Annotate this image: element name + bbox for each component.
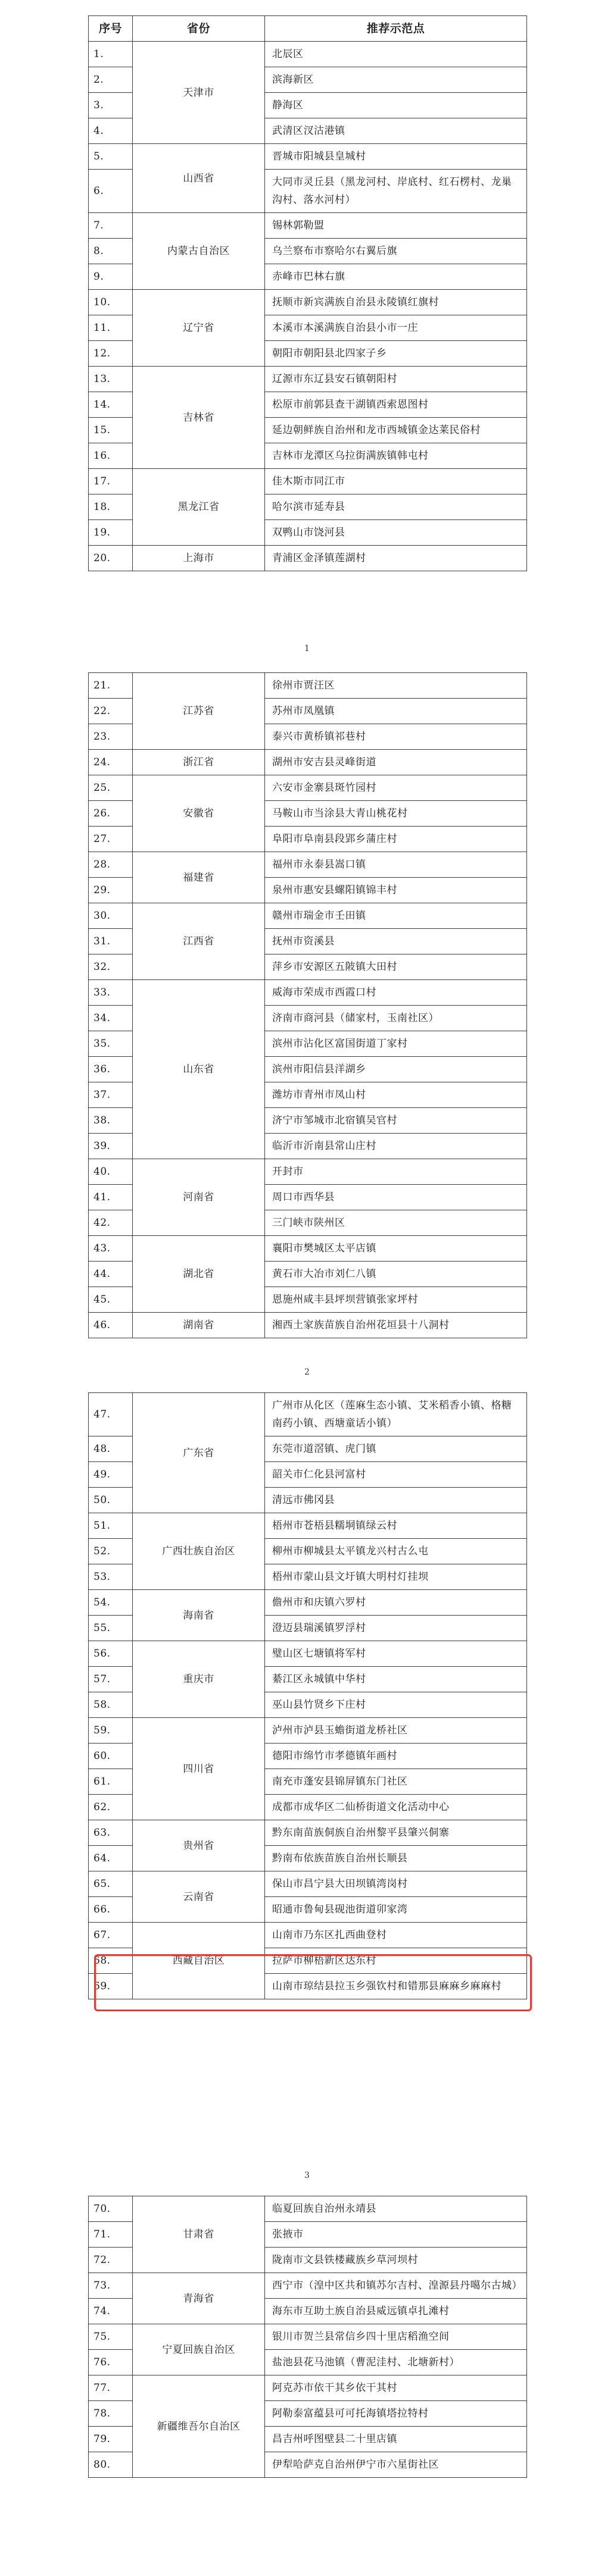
site-name: 抚州市资溪县 xyxy=(265,929,527,954)
site-name: 晋城市阳城县皇城村 xyxy=(265,144,527,170)
table-row xyxy=(89,852,527,878)
site-name: 赤峰市巴林右旗 xyxy=(265,264,527,290)
row-number: 55. xyxy=(89,1616,133,1641)
site-name: 大同市灵丘县（黑龙河村、岸底村、红石楞村、龙巢沟村、落水河村） xyxy=(265,170,527,213)
site-name: 周口市西华县 xyxy=(265,1185,527,1210)
recommended-sites-table-page-1 xyxy=(88,15,527,571)
site-name: 锡林郭勒盟 xyxy=(265,213,527,239)
row-number: 40. xyxy=(89,1159,133,1185)
row-number: 73. xyxy=(89,2273,133,2299)
site-name: 六安市金寨县斑竹园村 xyxy=(265,775,527,801)
table-row xyxy=(89,1236,527,1262)
province-cell: 山西省 xyxy=(133,144,265,213)
row-number: 13. xyxy=(89,367,133,392)
province-cell: 海南省 xyxy=(133,1590,265,1641)
row-number: 48. xyxy=(89,1436,133,1462)
province-cell: 四川省 xyxy=(133,1718,265,1820)
row-number: 43. xyxy=(89,1236,133,1262)
province-cell: 内蒙古自治区 xyxy=(133,213,265,290)
table-row xyxy=(89,367,527,392)
site-name: 乌兰察布市察哈尔右翼后旗 xyxy=(265,239,527,264)
row-number: 46. xyxy=(89,1313,133,1338)
site-name: 双鸭山市饶河县 xyxy=(265,520,527,546)
site-name: 泰兴市黄桥镇祁巷村 xyxy=(265,724,527,750)
site-name: 济南市商河县（储家村，玉南社区） xyxy=(265,1006,527,1031)
site-name: 西宁市（湟中区共和镇苏尔吉村、湟源县丹噶尔古城） xyxy=(265,2273,527,2299)
row-number: 59. xyxy=(89,1718,133,1744)
province-cell: 贵州省 xyxy=(133,1820,265,1871)
row-number: 65. xyxy=(89,1871,133,1897)
site-name: 抚顺市新宾满族自治县永陵镇红旗村 xyxy=(265,290,527,315)
site-name: 湘西土家族苗族自治州花垣县十八洞村 xyxy=(265,1313,527,1338)
page-number: 1 xyxy=(304,644,310,653)
recommended-sites-table-page-4 xyxy=(88,2196,527,2478)
row-number: 18. xyxy=(89,494,133,520)
province-cell: 甘肃省 xyxy=(133,2196,265,2273)
row-number: 6. xyxy=(89,170,133,213)
site-name: 滨州市沾化区富国街道丁家村 xyxy=(265,1031,527,1057)
table-body xyxy=(89,2196,527,2478)
table-row xyxy=(89,1159,527,1185)
recommended-sites-table-page-3 xyxy=(88,1392,527,1999)
province-cell: 广东省 xyxy=(133,1393,265,1513)
table-row xyxy=(89,1923,527,1948)
site-name: 静海区 xyxy=(265,93,527,118)
site-name: 福州市永泰县嵩口镇 xyxy=(265,852,527,878)
site-name: 济宁市邹城市北宿镇吴官村 xyxy=(265,1108,527,1134)
site-name: 佳木斯市同江市 xyxy=(265,469,527,494)
header-seq: 序号 xyxy=(89,16,133,42)
table-row xyxy=(89,1313,527,1338)
row-number: 28. xyxy=(89,852,133,878)
row-number: 2. xyxy=(89,67,133,93)
province-cell: 广西壮族自治区 xyxy=(133,1513,265,1590)
table-row xyxy=(89,903,527,929)
row-number: 49. xyxy=(89,1462,133,1488)
province-cell: 新疆维吾尔自治区 xyxy=(133,2375,265,2478)
row-number: 1. xyxy=(89,42,133,67)
table-row xyxy=(89,1718,527,1744)
site-name: 广州市从化区（莲麻生态小镇、艾米稻香小镇、格糖南药小镇、西塘童话小镇） xyxy=(265,1393,527,1436)
row-number: 71. xyxy=(89,2222,133,2248)
row-number: 38. xyxy=(89,1108,133,1134)
site-name: 山南市琼结县拉玉乡强钦村和错那县麻麻乡麻麻村 xyxy=(265,1974,527,1999)
province-cell: 湖北省 xyxy=(133,1236,265,1313)
row-number: 21. xyxy=(89,673,133,699)
recommended-sites-table-page-2 xyxy=(88,672,527,1338)
site-name: 黔南布依族苗族自治州长顺县 xyxy=(265,1846,527,1871)
table-row xyxy=(89,144,527,170)
site-name: 开封市 xyxy=(265,1159,527,1185)
site-name: 泉州市惠安县螺阳镇锦丰村 xyxy=(265,878,527,903)
province-cell: 浙江省 xyxy=(133,750,265,775)
site-name: 张掖市 xyxy=(265,2222,527,2248)
row-number: 39. xyxy=(89,1134,133,1159)
row-number: 24. xyxy=(89,750,133,775)
site-name: 威海市荣成市西霞口村 xyxy=(265,980,527,1006)
row-number: 22. xyxy=(89,699,133,724)
site-name: 萍乡市安源区五陂镇大田村 xyxy=(265,954,527,980)
row-number: 72. xyxy=(89,2248,133,2273)
row-number: 20. xyxy=(89,546,133,571)
site-name: 保山市昌宁县大田坝镇湾岗村 xyxy=(265,1871,527,1897)
site-name: 松原市前郭县查干湖镇西索恩图村 xyxy=(265,392,527,418)
header-town: 推荐示范点 xyxy=(265,16,527,42)
table-body xyxy=(89,42,527,571)
row-number: 7. xyxy=(89,213,133,239)
site-name: 滨州市阳信县洋湖乡 xyxy=(265,1057,527,1082)
row-number: 53. xyxy=(89,1564,133,1590)
row-number: 9. xyxy=(89,264,133,290)
page-number: 2 xyxy=(304,1367,310,1377)
site-name: 青浦区金泽镇莲湖村 xyxy=(265,546,527,571)
row-number: 51. xyxy=(89,1513,133,1539)
site-name: 北辰区 xyxy=(265,42,527,67)
row-number: 19. xyxy=(89,520,133,546)
page-number: 3 xyxy=(304,2171,310,2180)
table-row xyxy=(89,2273,527,2299)
row-number: 25. xyxy=(89,775,133,801)
row-number: 26. xyxy=(89,801,133,827)
row-number: 35. xyxy=(89,1031,133,1057)
site-name: 德阳市绵竹市孝德镇年画村 xyxy=(265,1744,527,1769)
province-cell: 河南省 xyxy=(133,1159,265,1236)
site-name: 梧州市苍梧县糯垌镇绿云村 xyxy=(265,1513,527,1539)
province-cell: 湖南省 xyxy=(133,1313,265,1338)
site-name: 泸州市泸县玉蟾街道龙桥社区 xyxy=(265,1718,527,1744)
row-number: 50. xyxy=(89,1488,133,1513)
site-name: 成都市成华区二仙桥街道文化活动中心 xyxy=(265,1795,527,1820)
row-number: 41. xyxy=(89,1185,133,1210)
site-name: 哈尔滨市延寿县 xyxy=(265,494,527,520)
row-number: 12. xyxy=(89,341,133,367)
row-number: 45. xyxy=(89,1287,133,1313)
row-number: 27. xyxy=(89,827,133,852)
row-number: 66. xyxy=(89,1897,133,1923)
table-row xyxy=(89,2324,527,2350)
table-row xyxy=(89,673,527,699)
row-number: 8. xyxy=(89,239,133,264)
row-number: 47. xyxy=(89,1393,133,1436)
row-number: 63. xyxy=(89,1820,133,1846)
site-name: 湖州市安吉县灵峰街道 xyxy=(265,750,527,775)
province-cell: 安徽省 xyxy=(133,775,265,852)
site-name: 东莞市道滘镇、虎门镇 xyxy=(265,1436,527,1462)
row-number: 58. xyxy=(89,1692,133,1718)
site-name: 本溪市本溪满族自治县小市一庄 xyxy=(265,315,527,341)
site-name: 武清区汊沽港镇 xyxy=(265,118,527,144)
table-row xyxy=(89,750,527,775)
site-name: 梧州市蒙山县文圩镇大明村灯挂坝 xyxy=(265,1564,527,1590)
site-name: 滨海新区 xyxy=(265,67,527,93)
site-name: 吉林市龙潭区乌拉街满族镇韩屯村 xyxy=(265,443,527,469)
row-number: 57. xyxy=(89,1667,133,1692)
site-name: 澄迈县瑞溪镇罗浮村 xyxy=(265,1616,527,1641)
site-name: 綦江区永城镇中华村 xyxy=(265,1667,527,1692)
row-number: 64. xyxy=(89,1846,133,1871)
site-name: 伊犁哈萨克自治州伊宁市六星街社区 xyxy=(265,2452,527,2478)
site-name: 徐州市贾汪区 xyxy=(265,673,527,699)
table-row xyxy=(89,1871,527,1897)
row-number: 15. xyxy=(89,418,133,443)
province-cell: 黑龙江省 xyxy=(133,469,265,546)
province-cell: 吉林省 xyxy=(133,367,265,469)
row-number: 67. xyxy=(89,1923,133,1948)
site-name: 阿克苏市依干其乡依干其村 xyxy=(265,2375,527,2401)
table-row xyxy=(89,1641,527,1667)
table-row xyxy=(89,775,527,801)
table-row xyxy=(89,42,527,67)
row-number: 70. xyxy=(89,2196,133,2222)
row-number: 33. xyxy=(89,980,133,1006)
table-row xyxy=(89,546,527,571)
row-number: 17. xyxy=(89,469,133,494)
site-name: 马鞍山市当涂县大青山桃花村 xyxy=(265,801,527,827)
table-row xyxy=(89,2375,527,2401)
row-number: 78. xyxy=(89,2401,133,2427)
row-number: 3. xyxy=(89,93,133,118)
row-number: 77. xyxy=(89,2375,133,2401)
site-name: 赣州市瑞金市壬田镇 xyxy=(265,903,527,929)
row-number: 34. xyxy=(89,1006,133,1031)
province-cell: 上海市 xyxy=(133,546,265,571)
site-name: 南充市蓬安县锦屏镇东门社区 xyxy=(265,1769,527,1795)
province-cell: 青海省 xyxy=(133,2273,265,2324)
table-row xyxy=(89,1820,527,1846)
site-name: 临夏回族自治州永靖县 xyxy=(265,2196,527,2222)
row-number: 42. xyxy=(89,1210,133,1236)
site-name: 昌吉州呼图壁县二十里店镇 xyxy=(265,2427,527,2452)
row-number: 14. xyxy=(89,392,133,418)
row-number: 62. xyxy=(89,1795,133,1820)
site-name: 潍坊市青州市凤山村 xyxy=(265,1082,527,1108)
row-number: 10. xyxy=(89,290,133,315)
header-province: 省份 xyxy=(133,16,265,42)
row-number: 54. xyxy=(89,1590,133,1616)
site-name: 拉萨市柳梧新区达东村 xyxy=(265,1948,527,1974)
row-number: 37. xyxy=(89,1082,133,1108)
row-number: 30. xyxy=(89,903,133,929)
province-cell: 山东省 xyxy=(133,980,265,1159)
table-row xyxy=(89,1590,527,1616)
row-number: 5. xyxy=(89,144,133,170)
province-cell: 福建省 xyxy=(133,852,265,903)
site-name: 璧山区七塘镇将军村 xyxy=(265,1641,527,1667)
site-name: 黔东南苗族侗族自治州黎平县肇兴侗寨 xyxy=(265,1820,527,1846)
row-number: 79. xyxy=(89,2427,133,2452)
table-row xyxy=(89,980,527,1006)
site-name: 海东市互助土族自治县威远镇卓扎滩村 xyxy=(265,2299,527,2324)
site-name: 阜阳市阜南县段郢乡蒲庄村 xyxy=(265,827,527,852)
province-cell: 宁夏回族自治区 xyxy=(133,2324,265,2375)
table-row xyxy=(89,1513,527,1539)
province-cell: 天津市 xyxy=(133,42,265,144)
site-name: 昭通市鲁甸县砚池街道卯家湾 xyxy=(265,1897,527,1923)
row-number: 75. xyxy=(89,2324,133,2350)
site-name: 柳州市柳城县太平镇龙兴村古么屯 xyxy=(265,1539,527,1564)
row-number: 29. xyxy=(89,878,133,903)
row-number: 76. xyxy=(89,2350,133,2375)
row-number: 31. xyxy=(89,929,133,954)
row-number: 69. xyxy=(89,1974,133,1999)
row-number: 61. xyxy=(89,1769,133,1795)
row-number: 4. xyxy=(89,118,133,144)
site-name: 陇南市文县铁楼藏族乡草河坝村 xyxy=(265,2248,527,2273)
table-row xyxy=(89,469,527,494)
table-body xyxy=(89,1393,527,1999)
site-name: 韶关市仁化县河富村 xyxy=(265,1462,527,1488)
site-name: 银川市贺兰县常信乡四十里店稻渔空间 xyxy=(265,2324,527,2350)
province-cell: 江苏省 xyxy=(133,673,265,750)
site-name: 临沂市沂南县常山庄村 xyxy=(265,1134,527,1159)
province-cell: 重庆市 xyxy=(133,1641,265,1718)
site-name: 朝阳市朝阳县北四家子乡 xyxy=(265,341,527,367)
province-cell: 云南省 xyxy=(133,1871,265,1923)
row-number: 44. xyxy=(89,1262,133,1287)
site-name: 延边朝鲜族自治州和龙市西城镇金达莱民俗村 xyxy=(265,418,527,443)
site-name: 辽源市东辽县安石镇朝阳村 xyxy=(265,367,527,392)
row-number: 80. xyxy=(89,2452,133,2478)
site-name: 襄阳市樊城区太平店镇 xyxy=(265,1236,527,1262)
site-name: 阿勒泰富蕴县可可托海镇塔拉特村 xyxy=(265,2401,527,2427)
row-number: 23. xyxy=(89,724,133,750)
row-number: 56. xyxy=(89,1641,133,1667)
site-name: 清远市佛冈县 xyxy=(265,1488,527,1513)
table-row xyxy=(89,2196,527,2222)
site-name: 恩施州咸丰县坪坝营镇张家坪村 xyxy=(265,1287,527,1313)
site-name: 山南市乃东区扎西曲登村 xyxy=(265,1923,527,1948)
row-number: 60. xyxy=(89,1744,133,1769)
site-name: 苏州市凤凰镇 xyxy=(265,699,527,724)
table-row xyxy=(89,1393,527,1436)
site-name: 巫山县竹贤乡下庄村 xyxy=(265,1692,527,1718)
table-row xyxy=(89,213,527,239)
row-number: 32. xyxy=(89,954,133,980)
row-number: 36. xyxy=(89,1057,133,1082)
table-row xyxy=(89,290,527,315)
province-cell: 西藏自治区 xyxy=(133,1923,265,1999)
site-name: 儋州市和庆镇六罗村 xyxy=(265,1590,527,1616)
table-body xyxy=(89,673,527,1338)
row-number: 52. xyxy=(89,1539,133,1564)
site-name: 盐池县花马池镇（曹泥洼村、北塘新村） xyxy=(265,2350,527,2375)
site-name: 黄石市大冶市刘仁八镇 xyxy=(265,1262,527,1287)
row-number: 68. xyxy=(89,1948,133,1974)
province-cell: 江西省 xyxy=(133,903,265,980)
row-number: 74. xyxy=(89,2299,133,2324)
row-number: 11. xyxy=(89,315,133,341)
province-cell: 辽宁省 xyxy=(133,290,265,367)
site-name: 三门峡市陕州区 xyxy=(265,1210,527,1236)
row-number: 16. xyxy=(89,443,133,469)
